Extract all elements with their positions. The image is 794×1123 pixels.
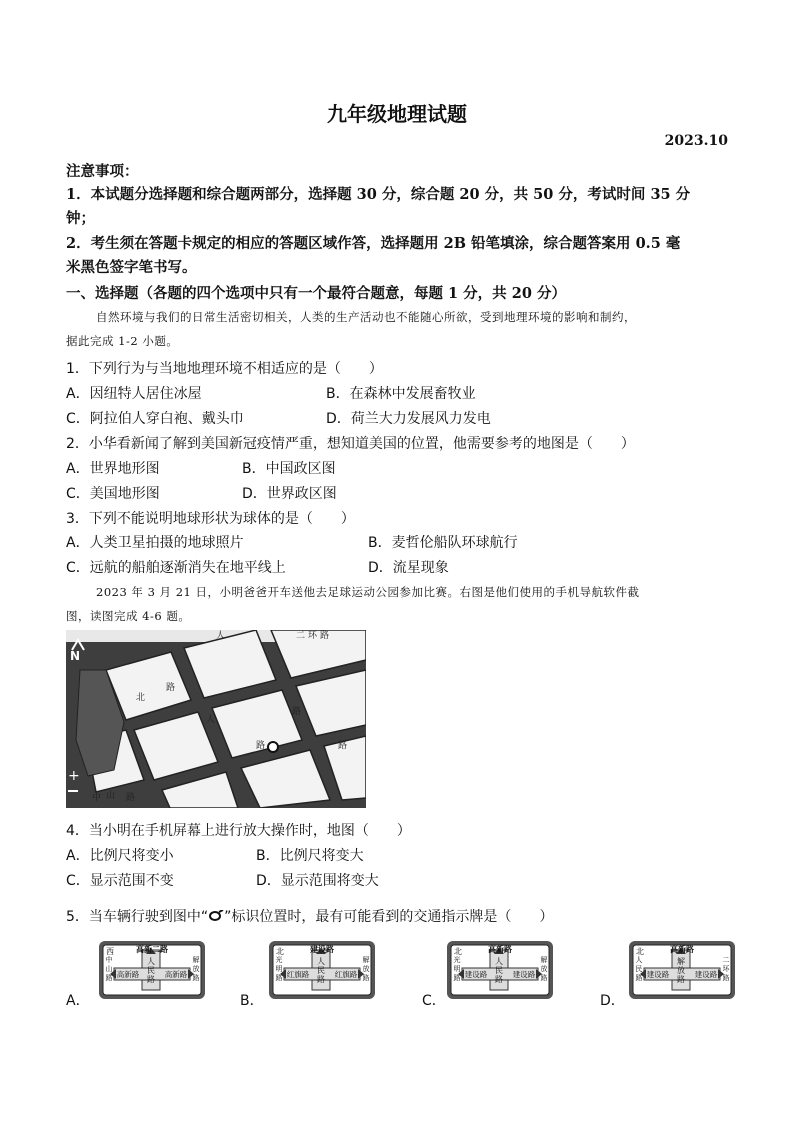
sign-right-road: 高新路	[164, 970, 188, 979]
sign-leftv-road-char: 明	[275, 965, 283, 973]
q3-option-a[interactable]: A．人类卫星拍摄的地球照片	[66, 535, 244, 551]
sign-leftv-road-char: 路	[635, 974, 643, 982]
sign-right-road: 建设路	[512, 970, 536, 979]
sign-top-road: 建设路	[310, 945, 334, 954]
q5-option-d[interactable]: D．	[600, 993, 625, 1009]
q2-option-c[interactable]: C．美国地形图	[66, 486, 160, 502]
svg-text:路: 路	[126, 793, 136, 803]
sign-leftv-road-char: 人	[635, 956, 643, 964]
svg-text:二: 二	[296, 631, 306, 641]
sign-right-road: 红旗路	[334, 970, 358, 979]
sign-leftv-road-char: 明	[453, 965, 461, 973]
svg-text:北: 北	[136, 693, 146, 703]
q4-stem: 4．当小明在手机屏幕上进行放大操作时，地图（ ）	[66, 823, 411, 839]
page-title: 九年级地理试题	[327, 102, 467, 126]
q1-option-d[interactable]: D．荷兰大力发展风力发电	[326, 411, 491, 427]
sign-mid-road-char: 路	[317, 975, 325, 984]
q1-option-b[interactable]: B．在森林中发展畜牧业	[326, 386, 476, 402]
north-label: N	[70, 649, 81, 663]
section-heading: 一、选择题（各题的四个选项中只有一个最符合题意，每题 1 分，共 20 分）	[66, 285, 566, 302]
q3-option-b[interactable]: B．麦哲伦船队环球航行	[368, 535, 518, 551]
svg-text:路: 路	[338, 741, 348, 751]
q5-stem-pre: 5．当车辆行驶到图中“	[66, 909, 209, 925]
sign-mid-road-char: 路	[147, 975, 155, 984]
q2-stem: 2．小华看新闻了解到美国新冠疫情严重，想知道美国的位置，他需要参考的地图是（ ）	[66, 436, 635, 452]
sign-rightv-road-char: 环	[722, 965, 730, 973]
sign-leftv-road-char: 路	[275, 974, 283, 982]
q2-option-b[interactable]: B．中国政区图	[242, 461, 336, 477]
sign-leftv-road-char: 光	[453, 956, 461, 964]
traffic-sign-c	[446, 940, 554, 1000]
notice-line-2b: 米黑色签字笔书写。	[66, 259, 197, 276]
sign-direction: 西	[106, 947, 114, 956]
q3-option-d[interactable]: D．流星现象	[368, 560, 449, 576]
svg-text:路: 路	[166, 683, 176, 693]
sign-leftv-road-char: 路	[453, 974, 461, 982]
q3-stem: 3．下列不能说明地球形状为球体的是（ ）	[66, 511, 355, 527]
navigation-map	[66, 630, 366, 808]
q5-option-b[interactable]: B．	[240, 993, 264, 1009]
sign-top-road: 高新二路	[136, 945, 168, 954]
sign-rightv-road-char: 放	[540, 965, 548, 973]
q1-option-c[interactable]: C．阿拉伯人穿白袍、戴头巾	[66, 411, 244, 427]
sign-mid-road-char: 人	[317, 957, 325, 966]
intro-1a: 自然环境与我们的日常生活密切相关，人类的生产活动也不能随心所欲，受到地理环境的影响和制约，	[96, 310, 636, 324]
notice-line-1: 1．本试题分选择题和综合题两部分，选择题 30 分，综合题 20 分，共 50 分，考试时间 35 分	[66, 186, 691, 203]
sign-mid-road-char: 民	[495, 966, 503, 975]
sign-leftv-road-char: 民	[635, 965, 643, 973]
svg-text:路: 路	[320, 631, 330, 641]
sign-rightv-road-char: 路	[362, 974, 370, 982]
sign-rightv-road-char: 解	[362, 956, 370, 964]
q4-option-c[interactable]: C．显示范围不变	[66, 873, 174, 889]
notice-line-1b: 钟；	[66, 210, 95, 227]
sign-mid-road-char: 民	[317, 966, 325, 975]
exam-date: 2023.10	[664, 133, 728, 149]
sign-leftv-road-char: 山	[105, 965, 113, 973]
q1-stem: 1．下列行为与当地地理环境不相适应的是（ ）	[66, 361, 383, 377]
traffic-sign-a	[98, 940, 206, 1000]
sign-top-road: 高新路	[488, 945, 512, 954]
svg-text:路: 路	[256, 741, 266, 751]
q4-option-a[interactable]: A．比例尺将变小	[66, 848, 174, 864]
intro-2a: 2023 年 3 月 21 日，小明爸爸开车送他去足球运动公园参加比赛。右图是他们使用的手机导航软件截	[96, 585, 640, 599]
sign-direction: 北	[454, 947, 462, 956]
sign-left-road: 红旗路	[286, 970, 310, 979]
sign-left-road: 建设路	[464, 970, 488, 979]
sign-top-road: 高新路	[670, 945, 694, 954]
sign-mid-road-char: 路	[677, 975, 685, 984]
svg-text:中: 中	[92, 793, 102, 803]
sign-rightv-road-char: 路	[540, 974, 548, 982]
q5-option-c[interactable]: C．	[422, 993, 446, 1009]
sign-rightv-road-char: 放	[192, 965, 200, 973]
svg-text:+: +	[68, 768, 80, 784]
sign-rightv-road-char: 二	[722, 956, 730, 964]
svg-text:人: 人	[216, 631, 226, 641]
q2-option-a[interactable]: A．世界地形图	[66, 461, 160, 477]
intro-2b: 图，读图完成 4-6 题。	[66, 609, 191, 623]
svg-text:环: 环	[308, 631, 318, 641]
svg-text:人: 人	[206, 715, 216, 725]
traffic-sign-b	[268, 940, 376, 1000]
sign-rightv-road-char: 路	[192, 974, 200, 982]
q3-option-c[interactable]: C．远航的船舶逐渐消失在地平线上	[66, 560, 286, 576]
sign-right-road: 建设路	[694, 970, 718, 979]
sign-mid-road-char: 民	[147, 966, 155, 975]
q2-option-d[interactable]: D．世界政区图	[242, 486, 337, 502]
sign-mid-road-char: 人	[147, 957, 155, 966]
q1-option-a[interactable]: A．因纽特人居住冰屋	[66, 386, 202, 402]
notice-heading: 注意事项：	[66, 163, 139, 180]
sign-rightv-road-char: 解	[192, 956, 200, 964]
sign-leftv-road-char: 光	[275, 956, 283, 964]
q5-option-a[interactable]: A．	[66, 993, 90, 1009]
sign-leftv-road-char: 路	[105, 974, 113, 982]
q5-stem-post: ”标识位置时，最有可能看到的交通指示牌是（ ）	[224, 909, 554, 925]
sign-left-road: 建设路	[646, 970, 670, 979]
sign-mid-road-char: 解	[677, 957, 685, 966]
sign-direction: 北	[636, 947, 644, 956]
q4-option-b[interactable]: B．比例尺将变大	[256, 848, 364, 864]
sign-leftv-road-char: 中	[105, 956, 113, 964]
sign-direction: 北	[276, 947, 284, 956]
q4-option-d[interactable]: D．显示范围将变大	[256, 873, 379, 889]
location-marker-icon	[208, 910, 224, 922]
sign-left-road: 高新路	[116, 970, 140, 979]
sign-mid-road-char: 放	[677, 966, 685, 975]
notice-line-2: 2．考生须在答题卡规定的相应的答题区域作答，选择题用 2B 铅笔填涂，综合题答案用 0.5 毫	[66, 235, 681, 252]
svg-text:路: 路	[292, 707, 302, 717]
sign-rightv-road-char: 放	[362, 965, 370, 973]
traffic-sign-d	[628, 940, 736, 1000]
sign-rightv-road-char: 路	[722, 974, 730, 982]
svg-text:山: 山	[106, 791, 116, 801]
q5-stem	[66, 906, 553, 926]
sign-mid-road-char: 人	[495, 957, 503, 966]
sign-rightv-road-char: 解	[540, 956, 548, 964]
sign-mid-road-char: 路	[495, 975, 503, 984]
intro-1b: 据此完成 1-2 小题。	[66, 334, 179, 348]
